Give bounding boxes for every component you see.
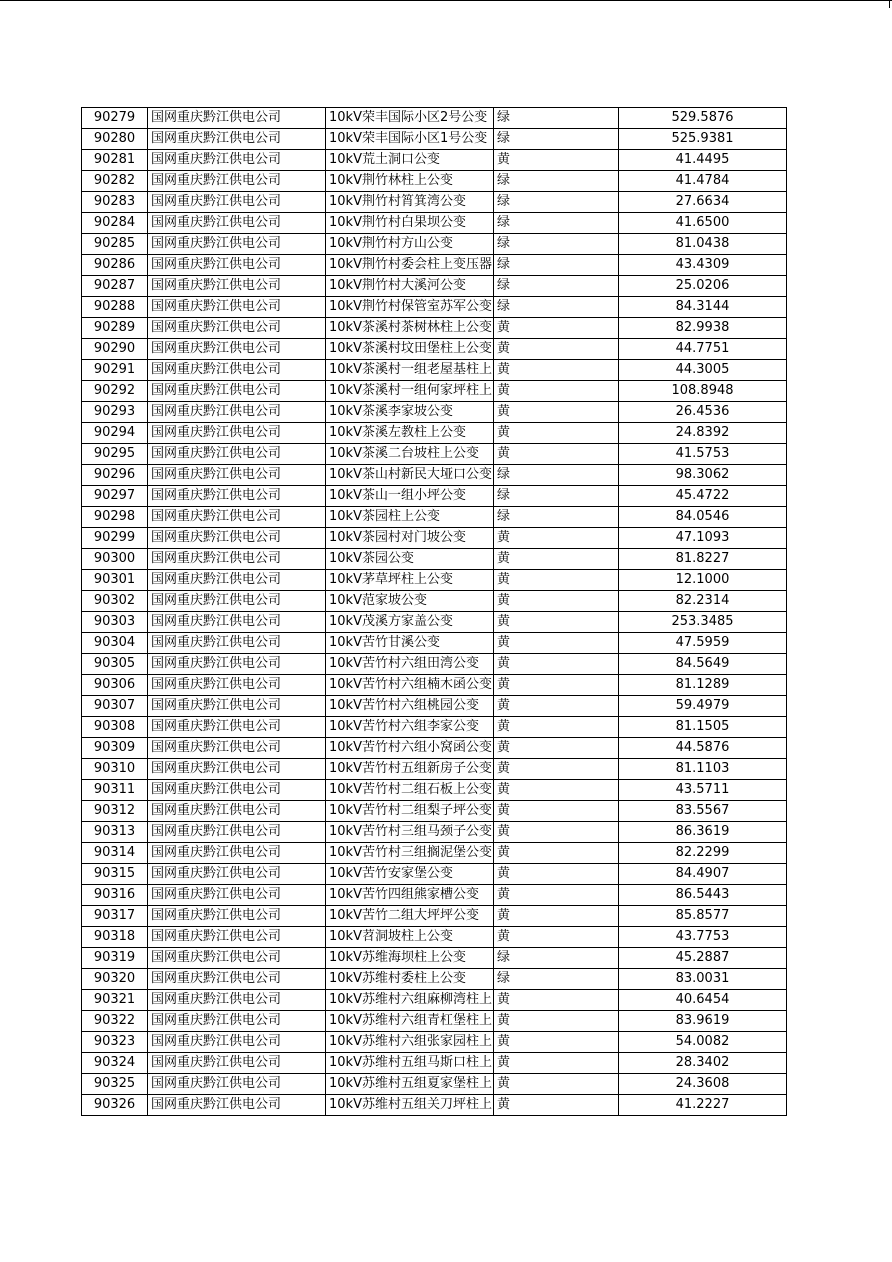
row-id-cell: 90326: [82, 1095, 148, 1116]
row-id-cell: 90280: [82, 129, 148, 150]
row-id-cell: 90285: [82, 234, 148, 255]
company-cell: 国网重庆黔江供电公司: [148, 276, 326, 297]
row-id-cell: 90284: [82, 213, 148, 234]
status-cell: 黄: [494, 528, 619, 549]
table-row: [82, 276, 787, 297]
table-row: [82, 927, 787, 948]
company-cell: 国网重庆黔江供电公司: [148, 801, 326, 822]
value-cell: 45.4722: [619, 486, 787, 507]
transformer-name-cell: 10kV茶溪村一组老屋基柱上: [326, 360, 494, 381]
company-cell: 国网重庆黔江供电公司: [148, 633, 326, 654]
value-cell: 98.3062: [619, 465, 787, 486]
transformer-name-cell: 10kV茂溪方家盖公变: [326, 612, 494, 633]
status-cell: 黄: [494, 696, 619, 717]
transformer-name-cell: 10kV荆竹村保管室苏军公变: [326, 297, 494, 318]
transformer-name-cell: 10kV苦竹甘溪公变: [326, 633, 494, 654]
company-cell: 国网重庆黔江供电公司: [148, 297, 326, 318]
company-cell: 国网重庆黔江供电公司: [148, 675, 326, 696]
table-row: [82, 444, 787, 465]
status-cell: 黄: [494, 339, 619, 360]
row-id-cell: 90283: [82, 192, 148, 213]
status-cell: 绿: [494, 171, 619, 192]
transformer-name-cell: 10kV荆竹村白果坝公变: [326, 213, 494, 234]
table-row: [82, 1074, 787, 1095]
value-cell: 81.1289: [619, 675, 787, 696]
table-row: [82, 948, 787, 969]
company-cell: 国网重庆黔江供电公司: [148, 591, 326, 612]
row-id-cell: 90290: [82, 339, 148, 360]
table-row: [82, 213, 787, 234]
table-row: [82, 129, 787, 150]
value-cell: 81.8227: [619, 549, 787, 570]
value-cell: 43.5711: [619, 780, 787, 801]
row-id-cell: 90319: [82, 948, 148, 969]
value-cell: 41.6500: [619, 213, 787, 234]
table-row: [82, 528, 787, 549]
status-cell: 黄: [494, 633, 619, 654]
table-row: [82, 738, 787, 759]
value-cell: 41.4784: [619, 171, 787, 192]
transformer-name-cell: 10kV茶山村新民大垭口公变: [326, 465, 494, 486]
value-cell: 81.1103: [619, 759, 787, 780]
row-id-cell: 90317: [82, 906, 148, 927]
transformer-name-cell: 10kV苦竹村六组李家公变: [326, 717, 494, 738]
transformer-name-cell: 10kV苦竹村三组搁泥堡公变: [326, 843, 494, 864]
row-id-cell: 90318: [82, 927, 148, 948]
row-id-cell: 90309: [82, 738, 148, 759]
company-cell: 国网重庆黔江供电公司: [148, 402, 326, 423]
status-cell: 黄: [494, 864, 619, 885]
table-body: [82, 108, 787, 1116]
transformer-name-cell: 10kV苦竹村五组新房子公变: [326, 759, 494, 780]
value-cell: 108.8948: [619, 381, 787, 402]
value-cell: 25.0206: [619, 276, 787, 297]
transformer-name-cell: 10kV苦竹村二组梨子坪公变: [326, 801, 494, 822]
status-cell: 绿: [494, 255, 619, 276]
value-cell: 83.0031: [619, 969, 787, 990]
table-row: [82, 339, 787, 360]
status-cell: 黄: [494, 822, 619, 843]
row-id-cell: 90288: [82, 297, 148, 318]
transformer-name-cell: 10kV苦竹村三组马颈子公变: [326, 822, 494, 843]
row-id-cell: 90322: [82, 1011, 148, 1032]
transformer-name-cell: 10kV苏维海坝柱上公变: [326, 948, 494, 969]
value-cell: 82.2299: [619, 843, 787, 864]
value-cell: 41.4495: [619, 150, 787, 171]
status-cell: 绿: [494, 948, 619, 969]
transformer-name-cell: 10kV荆竹林柱上公变: [326, 171, 494, 192]
status-cell: 绿: [494, 276, 619, 297]
row-id-cell: 90321: [82, 990, 148, 1011]
value-cell: 253.3485: [619, 612, 787, 633]
company-cell: 国网重庆黔江供电公司: [148, 864, 326, 885]
company-cell: 国网重庆黔江供电公司: [148, 528, 326, 549]
row-id-cell: 90295: [82, 444, 148, 465]
row-id-cell: 90314: [82, 843, 148, 864]
company-cell: 国网重庆黔江供电公司: [148, 885, 326, 906]
transformer-name-cell: 10kV茶园柱上公变: [326, 507, 494, 528]
transformer-name-cell: 10kV范家坡公变: [326, 591, 494, 612]
value-cell: 84.5649: [619, 654, 787, 675]
status-cell: 黄: [494, 927, 619, 948]
transformer-name-cell: 10kV茶溪左教柱上公变: [326, 423, 494, 444]
table-row: [82, 1011, 787, 1032]
value-cell: 45.2887: [619, 948, 787, 969]
company-cell: 国网重庆黔江供电公司: [148, 990, 326, 1011]
status-cell: 绿: [494, 969, 619, 990]
company-cell: 国网重庆黔江供电公司: [148, 213, 326, 234]
transformer-name-cell: 10kV荆竹村筲箕湾公变: [326, 192, 494, 213]
company-cell: 国网重庆黔江供电公司: [148, 717, 326, 738]
status-cell: 黄: [494, 150, 619, 171]
company-cell: 国网重庆黔江供电公司: [148, 612, 326, 633]
row-id-cell: 90303: [82, 612, 148, 633]
company-cell: 国网重庆黔江供电公司: [148, 234, 326, 255]
table-row: [82, 297, 787, 318]
company-cell: 国网重庆黔江供电公司: [148, 1095, 326, 1116]
value-cell: 24.3608: [619, 1074, 787, 1095]
value-cell: 86.3619: [619, 822, 787, 843]
status-cell: 绿: [494, 129, 619, 150]
company-cell: 国网重庆黔江供电公司: [148, 150, 326, 171]
table-row: [82, 381, 787, 402]
company-cell: 国网重庆黔江供电公司: [148, 318, 326, 339]
status-cell: 黄: [494, 444, 619, 465]
table-row: [82, 318, 787, 339]
table-row: [82, 591, 787, 612]
status-cell: 黄: [494, 1053, 619, 1074]
value-cell: 26.4536: [619, 402, 787, 423]
row-id-cell: 90305: [82, 654, 148, 675]
value-cell: 81.1505: [619, 717, 787, 738]
company-cell: 国网重庆黔江供电公司: [148, 759, 326, 780]
table-row: [82, 822, 787, 843]
status-cell: 黄: [494, 654, 619, 675]
row-id-cell: 90289: [82, 318, 148, 339]
value-cell: 83.9619: [619, 1011, 787, 1032]
table-row: [82, 108, 787, 129]
row-id-cell: 90311: [82, 780, 148, 801]
company-cell: 国网重庆黔江供电公司: [148, 843, 326, 864]
status-cell: 绿: [494, 234, 619, 255]
value-cell: 525.9381: [619, 129, 787, 150]
table-row: [82, 843, 787, 864]
transformer-name-cell: 10kV荆竹村方山公变: [326, 234, 494, 255]
row-id-cell: 90297: [82, 486, 148, 507]
transformer-name-cell: 10kV苦竹四组熊家槽公变: [326, 885, 494, 906]
table-row: [82, 654, 787, 675]
row-id-cell: 90304: [82, 633, 148, 654]
row-id-cell: 90313: [82, 822, 148, 843]
transformer-name-cell: 10kV茶溪村坟田堡柱上公变: [326, 339, 494, 360]
value-cell: 84.0546: [619, 507, 787, 528]
value-cell: 81.0438: [619, 234, 787, 255]
table-row: [82, 549, 787, 570]
value-cell: 529.5876: [619, 108, 787, 129]
table-row: [82, 759, 787, 780]
row-id-cell: 90293: [82, 402, 148, 423]
row-id-cell: 90307: [82, 696, 148, 717]
company-cell: 国网重庆黔江供电公司: [148, 486, 326, 507]
company-cell: 国网重庆黔江供电公司: [148, 738, 326, 759]
company-cell: 国网重庆黔江供电公司: [148, 360, 326, 381]
company-cell: 国网重庆黔江供电公司: [148, 255, 326, 276]
transformer-name-cell: 10kV荆竹村大溪河公变: [326, 276, 494, 297]
company-cell: 国网重庆黔江供电公司: [148, 444, 326, 465]
company-cell: 国网重庆黔江供电公司: [148, 780, 326, 801]
value-cell: 41.2227: [619, 1095, 787, 1116]
transformer-name-cell: 10kV荆竹村委会柱上变压器: [326, 255, 494, 276]
value-cell: 84.3144: [619, 297, 787, 318]
company-cell: 国网重庆黔江供电公司: [148, 969, 326, 990]
company-cell: 国网重庆黔江供电公司: [148, 423, 326, 444]
company-cell: 国网重庆黔江供电公司: [148, 108, 326, 129]
company-cell: 国网重庆黔江供电公司: [148, 129, 326, 150]
table-row: [82, 150, 787, 171]
company-cell: 国网重庆黔江供电公司: [148, 465, 326, 486]
status-cell: 黄: [494, 570, 619, 591]
value-cell: 84.4907: [619, 864, 787, 885]
transformer-name-cell: 10kV苦竹村六组小窝函公变: [326, 738, 494, 759]
company-cell: 国网重庆黔江供电公司: [148, 381, 326, 402]
transformer-name-cell: 10kV苦竹村六组桃园公变: [326, 696, 494, 717]
table-row: [82, 885, 787, 906]
table-row: [82, 255, 787, 276]
status-cell: 绿: [494, 213, 619, 234]
status-cell: 绿: [494, 192, 619, 213]
status-cell: 黄: [494, 1095, 619, 1116]
row-id-cell: 90281: [82, 150, 148, 171]
row-id-cell: 90315: [82, 864, 148, 885]
row-id-cell: 90287: [82, 276, 148, 297]
page-corner-mark: [889, 0, 890, 8]
status-cell: 黄: [494, 759, 619, 780]
status-cell: 黄: [494, 360, 619, 381]
company-cell: 国网重庆黔江供电公司: [148, 696, 326, 717]
status-cell: 黄: [494, 885, 619, 906]
transformer-name-cell: 10kV茶山一组小坪公变: [326, 486, 494, 507]
status-cell: 黄: [494, 612, 619, 633]
status-cell: 黄: [494, 990, 619, 1011]
value-cell: 24.8392: [619, 423, 787, 444]
company-cell: 国网重庆黔江供电公司: [148, 654, 326, 675]
table-row: [82, 633, 787, 654]
row-id-cell: 90325: [82, 1074, 148, 1095]
status-cell: 黄: [494, 780, 619, 801]
value-cell: 27.6634: [619, 192, 787, 213]
transformer-name-cell: 10kV茶溪二台坡柱上公变: [326, 444, 494, 465]
value-cell: 59.4979: [619, 696, 787, 717]
table-row: [82, 1053, 787, 1074]
row-id-cell: 90300: [82, 549, 148, 570]
table-row: [82, 612, 787, 633]
value-cell: 43.4309: [619, 255, 787, 276]
row-id-cell: 90299: [82, 528, 148, 549]
table-row: [82, 234, 787, 255]
table-row: [82, 780, 787, 801]
company-cell: 国网重庆黔江供电公司: [148, 1074, 326, 1095]
value-cell: 44.5876: [619, 738, 787, 759]
status-cell: 黄: [494, 1074, 619, 1095]
table-row: [82, 360, 787, 381]
row-id-cell: 90308: [82, 717, 148, 738]
row-id-cell: 90294: [82, 423, 148, 444]
transformer-name-cell: 10kV茶园公变: [326, 549, 494, 570]
row-id-cell: 90279: [82, 108, 148, 129]
value-cell: 54.0082: [619, 1032, 787, 1053]
company-cell: 国网重庆黔江供电公司: [148, 948, 326, 969]
status-cell: 黄: [494, 1032, 619, 1053]
transformer-name-cell: 10kV苏维村六组青杠堡柱上: [326, 1011, 494, 1032]
table-row: [82, 696, 787, 717]
status-cell: 黄: [494, 801, 619, 822]
row-id-cell: 90296: [82, 465, 148, 486]
transformer-name-cell: 10kV苏维村六组麻柳湾柱上: [326, 990, 494, 1011]
company-cell: 国网重庆黔江供电公司: [148, 507, 326, 528]
table-row: [82, 864, 787, 885]
status-cell: 黄: [494, 402, 619, 423]
value-cell: 28.3402: [619, 1053, 787, 1074]
company-cell: 国网重庆黔江供电公司: [148, 192, 326, 213]
transformer-name-cell: 10kV苦竹二组大坪坪公变: [326, 906, 494, 927]
status-cell: 黄: [494, 717, 619, 738]
transformer-name-cell: 10kV苦竹村六组田湾公变: [326, 654, 494, 675]
transformer-name-cell: 10kV苏维村五组马斯口柱上: [326, 1053, 494, 1074]
table-row: [82, 465, 787, 486]
table-row: [82, 570, 787, 591]
transformer-name-cell: 10kV茶溪村一组何家坪柱上: [326, 381, 494, 402]
row-id-cell: 90302: [82, 591, 148, 612]
transformer-name-cell: 10kV苏维村委柱上公变: [326, 969, 494, 990]
transformer-name-cell: 10kV苕洞坡柱上公变: [326, 927, 494, 948]
table-row: [82, 906, 787, 927]
value-cell: 44.7751: [619, 339, 787, 360]
company-cell: 国网重庆黔江供电公司: [148, 1053, 326, 1074]
page-top-border: [0, 0, 892, 1]
value-cell: 85.8577: [619, 906, 787, 927]
table-row: [82, 969, 787, 990]
transformer-name-cell: 10kV荣丰国际小区2号公变: [326, 108, 494, 129]
row-id-cell: 90298: [82, 507, 148, 528]
company-cell: 国网重庆黔江供电公司: [148, 171, 326, 192]
transformer-name-cell: 10kV茶溪村茶树林柱上公变: [326, 318, 494, 339]
table-row: [82, 801, 787, 822]
company-cell: 国网重庆黔江供电公司: [148, 570, 326, 591]
status-cell: 黄: [494, 1011, 619, 1032]
value-cell: 86.5443: [619, 885, 787, 906]
transformer-table: [81, 107, 787, 1116]
transformer-name-cell: 10kV茶园村对门坡公变: [326, 528, 494, 549]
table-row: [82, 486, 787, 507]
value-cell: 41.5753: [619, 444, 787, 465]
row-id-cell: 90316: [82, 885, 148, 906]
company-cell: 国网重庆黔江供电公司: [148, 549, 326, 570]
transformer-name-cell: 10kV苏维村五组关刀坪柱上: [326, 1095, 494, 1116]
transformer-name-cell: 10kV荣丰国际小区1号公变: [326, 129, 494, 150]
value-cell: 44.3005: [619, 360, 787, 381]
transformer-name-cell: 10kV苏维村五组夏家堡柱上: [326, 1074, 494, 1095]
value-cell: 82.9938: [619, 318, 787, 339]
row-id-cell: 90324: [82, 1053, 148, 1074]
status-cell: 黄: [494, 738, 619, 759]
company-cell: 国网重庆黔江供电公司: [148, 906, 326, 927]
company-cell: 国网重庆黔江供电公司: [148, 822, 326, 843]
value-cell: 12.1000: [619, 570, 787, 591]
transformer-name-cell: 10kV苦竹村六组楠木函公变: [326, 675, 494, 696]
row-id-cell: 90282: [82, 171, 148, 192]
row-id-cell: 90312: [82, 801, 148, 822]
row-id-cell: 90310: [82, 759, 148, 780]
transformer-name-cell: 10kV茶溪李家坡公变: [326, 402, 494, 423]
status-cell: 绿: [494, 507, 619, 528]
status-cell: 绿: [494, 465, 619, 486]
transformer-name-cell: 10kV苏维村六组张家园柱上: [326, 1032, 494, 1053]
company-cell: 国网重庆黔江供电公司: [148, 927, 326, 948]
transformer-name-cell: 10kV苦竹安家堡公变: [326, 864, 494, 885]
row-id-cell: 90286: [82, 255, 148, 276]
status-cell: 黄: [494, 591, 619, 612]
transformer-name-cell: 10kV荒土洞口公变: [326, 150, 494, 171]
table-row: [82, 1032, 787, 1053]
status-cell: 黄: [494, 318, 619, 339]
table-row: [82, 717, 787, 738]
status-cell: 黄: [494, 423, 619, 444]
status-cell: 绿: [494, 297, 619, 318]
value-cell: 47.5959: [619, 633, 787, 654]
company-cell: 国网重庆黔江供电公司: [148, 1011, 326, 1032]
value-cell: 43.7753: [619, 927, 787, 948]
status-cell: 黄: [494, 381, 619, 402]
table-row: [82, 192, 787, 213]
table-row: [82, 171, 787, 192]
table-row: [82, 990, 787, 1011]
status-cell: 黄: [494, 843, 619, 864]
company-cell: 国网重庆黔江供电公司: [148, 339, 326, 360]
value-cell: 83.5567: [619, 801, 787, 822]
transformer-name-cell: 10kV苦竹村二组石板上公变: [326, 780, 494, 801]
row-id-cell: 90323: [82, 1032, 148, 1053]
table-row: [82, 1095, 787, 1116]
value-cell: 40.6454: [619, 990, 787, 1011]
table-row: [82, 507, 787, 528]
status-cell: 黄: [494, 675, 619, 696]
status-cell: 黄: [494, 549, 619, 570]
row-id-cell: 90320: [82, 969, 148, 990]
value-cell: 82.2314: [619, 591, 787, 612]
value-cell: 47.1093: [619, 528, 787, 549]
table-row: [82, 423, 787, 444]
transformer-name-cell: 10kV茅草坪柱上公变: [326, 570, 494, 591]
status-cell: 绿: [494, 108, 619, 129]
row-id-cell: 90292: [82, 381, 148, 402]
row-id-cell: 90301: [82, 570, 148, 591]
row-id-cell: 90291: [82, 360, 148, 381]
table-row: [82, 402, 787, 423]
company-cell: 国网重庆黔江供电公司: [148, 1032, 326, 1053]
table-row: [82, 675, 787, 696]
status-cell: 黄: [494, 906, 619, 927]
status-cell: 绿: [494, 486, 619, 507]
row-id-cell: 90306: [82, 675, 148, 696]
